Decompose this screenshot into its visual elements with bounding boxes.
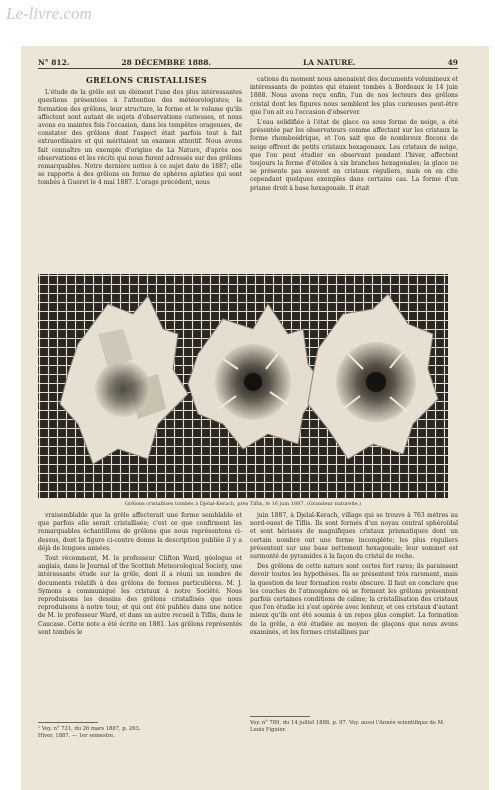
paragraph: L'étude de la grêle est un élément l'une des plus intéressantes questions présentées à l'attention des météorologistes; la formation des grêlons, leur structure, la forme et le volume qu'ils affectent sont autant de sujets d'observations curieuses, et nous avons eu maintes fois l'occasion, dans les tempêtes orageuses, de constater des grêlons dont l'aspect était parfois tout à fait extraordinaire et qui méritaient un examen attentif. Nous avons fait connaître un exemple d'origine de La Nature, d'après nos observations et les récits qui nous furent adressés sur des grêlons remarquables. Notre dernière notice à ce sujet date de 1887; elle se rapporte à des grêlons en forme de sphères aplaties qui sont tombés à Gueret le 4 mai 1887. L'orage précédent, nous <box>38 89 242 187</box>
page-number: 49 <box>447 58 458 67</box>
article-title: GRÊLONS CRISTALLISÉS <box>86 76 207 85</box>
paragraph: juin 1887, à Djelal-Kerach, village qui se trouve à 763 mètres au nord-ouest de Tiflis. Ils sont formés d'un noyau central sphéroïdal et sont hérissés de magnifiques cristaux prismatiques dont un certain nombre ont une forme incomplète; les plus réguliers présentent sur une base nettement hexagonale; leur sommet est surmonté de pyramides à la façon du cristal de roche. <box>250 512 458 561</box>
footnotes-right <box>250 720 458 734</box>
paragraph: Tout récemment, M. le professeur Clifton Ward, géologue et anglais, dans le Journal of the Scottish Meteorological Society, une intéressante étude sur la grêle, dont il a réuni un nombre de documents relatifs à des grêlons de formes particulières. M. J. Symons a communiqué les cristaux à notre Société. Nous reproduisons les dessins des grêlons cristallisés que nous reproduisons à notre tour, et qui ont été publiés dans une notice de M. le professeur Ward, et dans un autre recueil à Tiflis, dans le Caucase. Cette note a été écrite en 1881. Les grêlons représentés sont tombés le <box>38 555 242 636</box>
paragraph: L'eau solidifiée à l'état de glace ou sous forme de neige, a été présentée par les observateurs comme affectant sur les cristaux la forme rhomboédrique, et l'on sait que de nombreux flocons de neige offrent de petits cristaux hexagonaux. Les cristaux de neige, que l'on peut étudier en observant pendant l'hiver, affectent toujours la forme d'étoiles à six branches hexagonales; la glace ne se présente pas souvent en cristaux réguliers, mais on en cite cependant quelques exemples dans certains cas. La forme d'un prisme droit à base hexagonale. Il était <box>250 119 458 192</box>
column-bottom-left <box>38 512 242 712</box>
column-bottom-right <box>250 512 458 712</box>
footnote: ¹ Voy. n° 721, du 26 mars 1887, p. 263. <box>38 726 141 732</box>
footnote: Hiver, 1887. — 1er semestre. <box>38 733 115 739</box>
column-top-right <box>250 76 458 268</box>
issue-date: 28 DÉCEMBRE 1888. <box>121 58 212 67</box>
footnote: Voy. n° 789, du 14 juillet 1888, p. 97. Voy. aussi l'Année scientifique de M. Louis Figuier. <box>250 720 445 733</box>
figure-caption: Grêlons cristallisés tombés à Djelal-Kerach, près Tiflis, le 16 juin 1887. (Grandeur naturelle.) <box>124 501 362 507</box>
column-top-left <box>38 76 242 266</box>
footnotes-left <box>38 726 242 740</box>
header-rule <box>38 68 458 69</box>
footnote-rule-left <box>38 722 98 723</box>
issue-number: N° 812. <box>38 58 70 67</box>
paragraph: Des grêlons de cette nature sont certes fort rares; ils paraissent devoir toutes les hypothèses. Ils se présentent très rarement, mais la question de leur formation reste obscure. Il faut en conclure que les couches de l'atmosphère où se forment les grêlons présentent parfois certaines conditions de calme; la cristallisation des cristaux que l'on étudie ici s'est opérée avec lenteur, et ces cristaux d'autant mieux qu'ils ont été soumis à un repos plus complet. La formation de la grêle, a été étudiée au moyen de glaçons que nous avons examinés, et les formes cristallines par <box>250 563 458 636</box>
engraving-illustration <box>38 274 448 498</box>
journal-name: LA NATURE. <box>302 58 356 67</box>
watermark: Le-livre.com <box>6 4 92 23</box>
hailstone-engraving <box>38 274 448 498</box>
paragraph: vraisemblable que la grêle affecterait une forme semblable et que parfois elle serait cristallisée; c'est ce que confirment les remarquables échantillons de grêlons que nous représentons ci-dessus, dont la figure ci-contre donne la description publiée il y a déjà de longues années. <box>38 512 242 552</box>
paragraph: cations du moment nous amenaient des documents volumineux et intéressants de pointes qui étaient tombés à Bordeaux le 14 juin 1888. Nous avons reçu enfin, l'un de nos lecteurs des grêlons cristal dont les figures nous semblent les plus curieuses peut-être que l'on ait eu l'occasion d'observer. <box>250 76 458 116</box>
footnote-rule-right <box>250 716 310 717</box>
running-header <box>38 58 458 67</box>
